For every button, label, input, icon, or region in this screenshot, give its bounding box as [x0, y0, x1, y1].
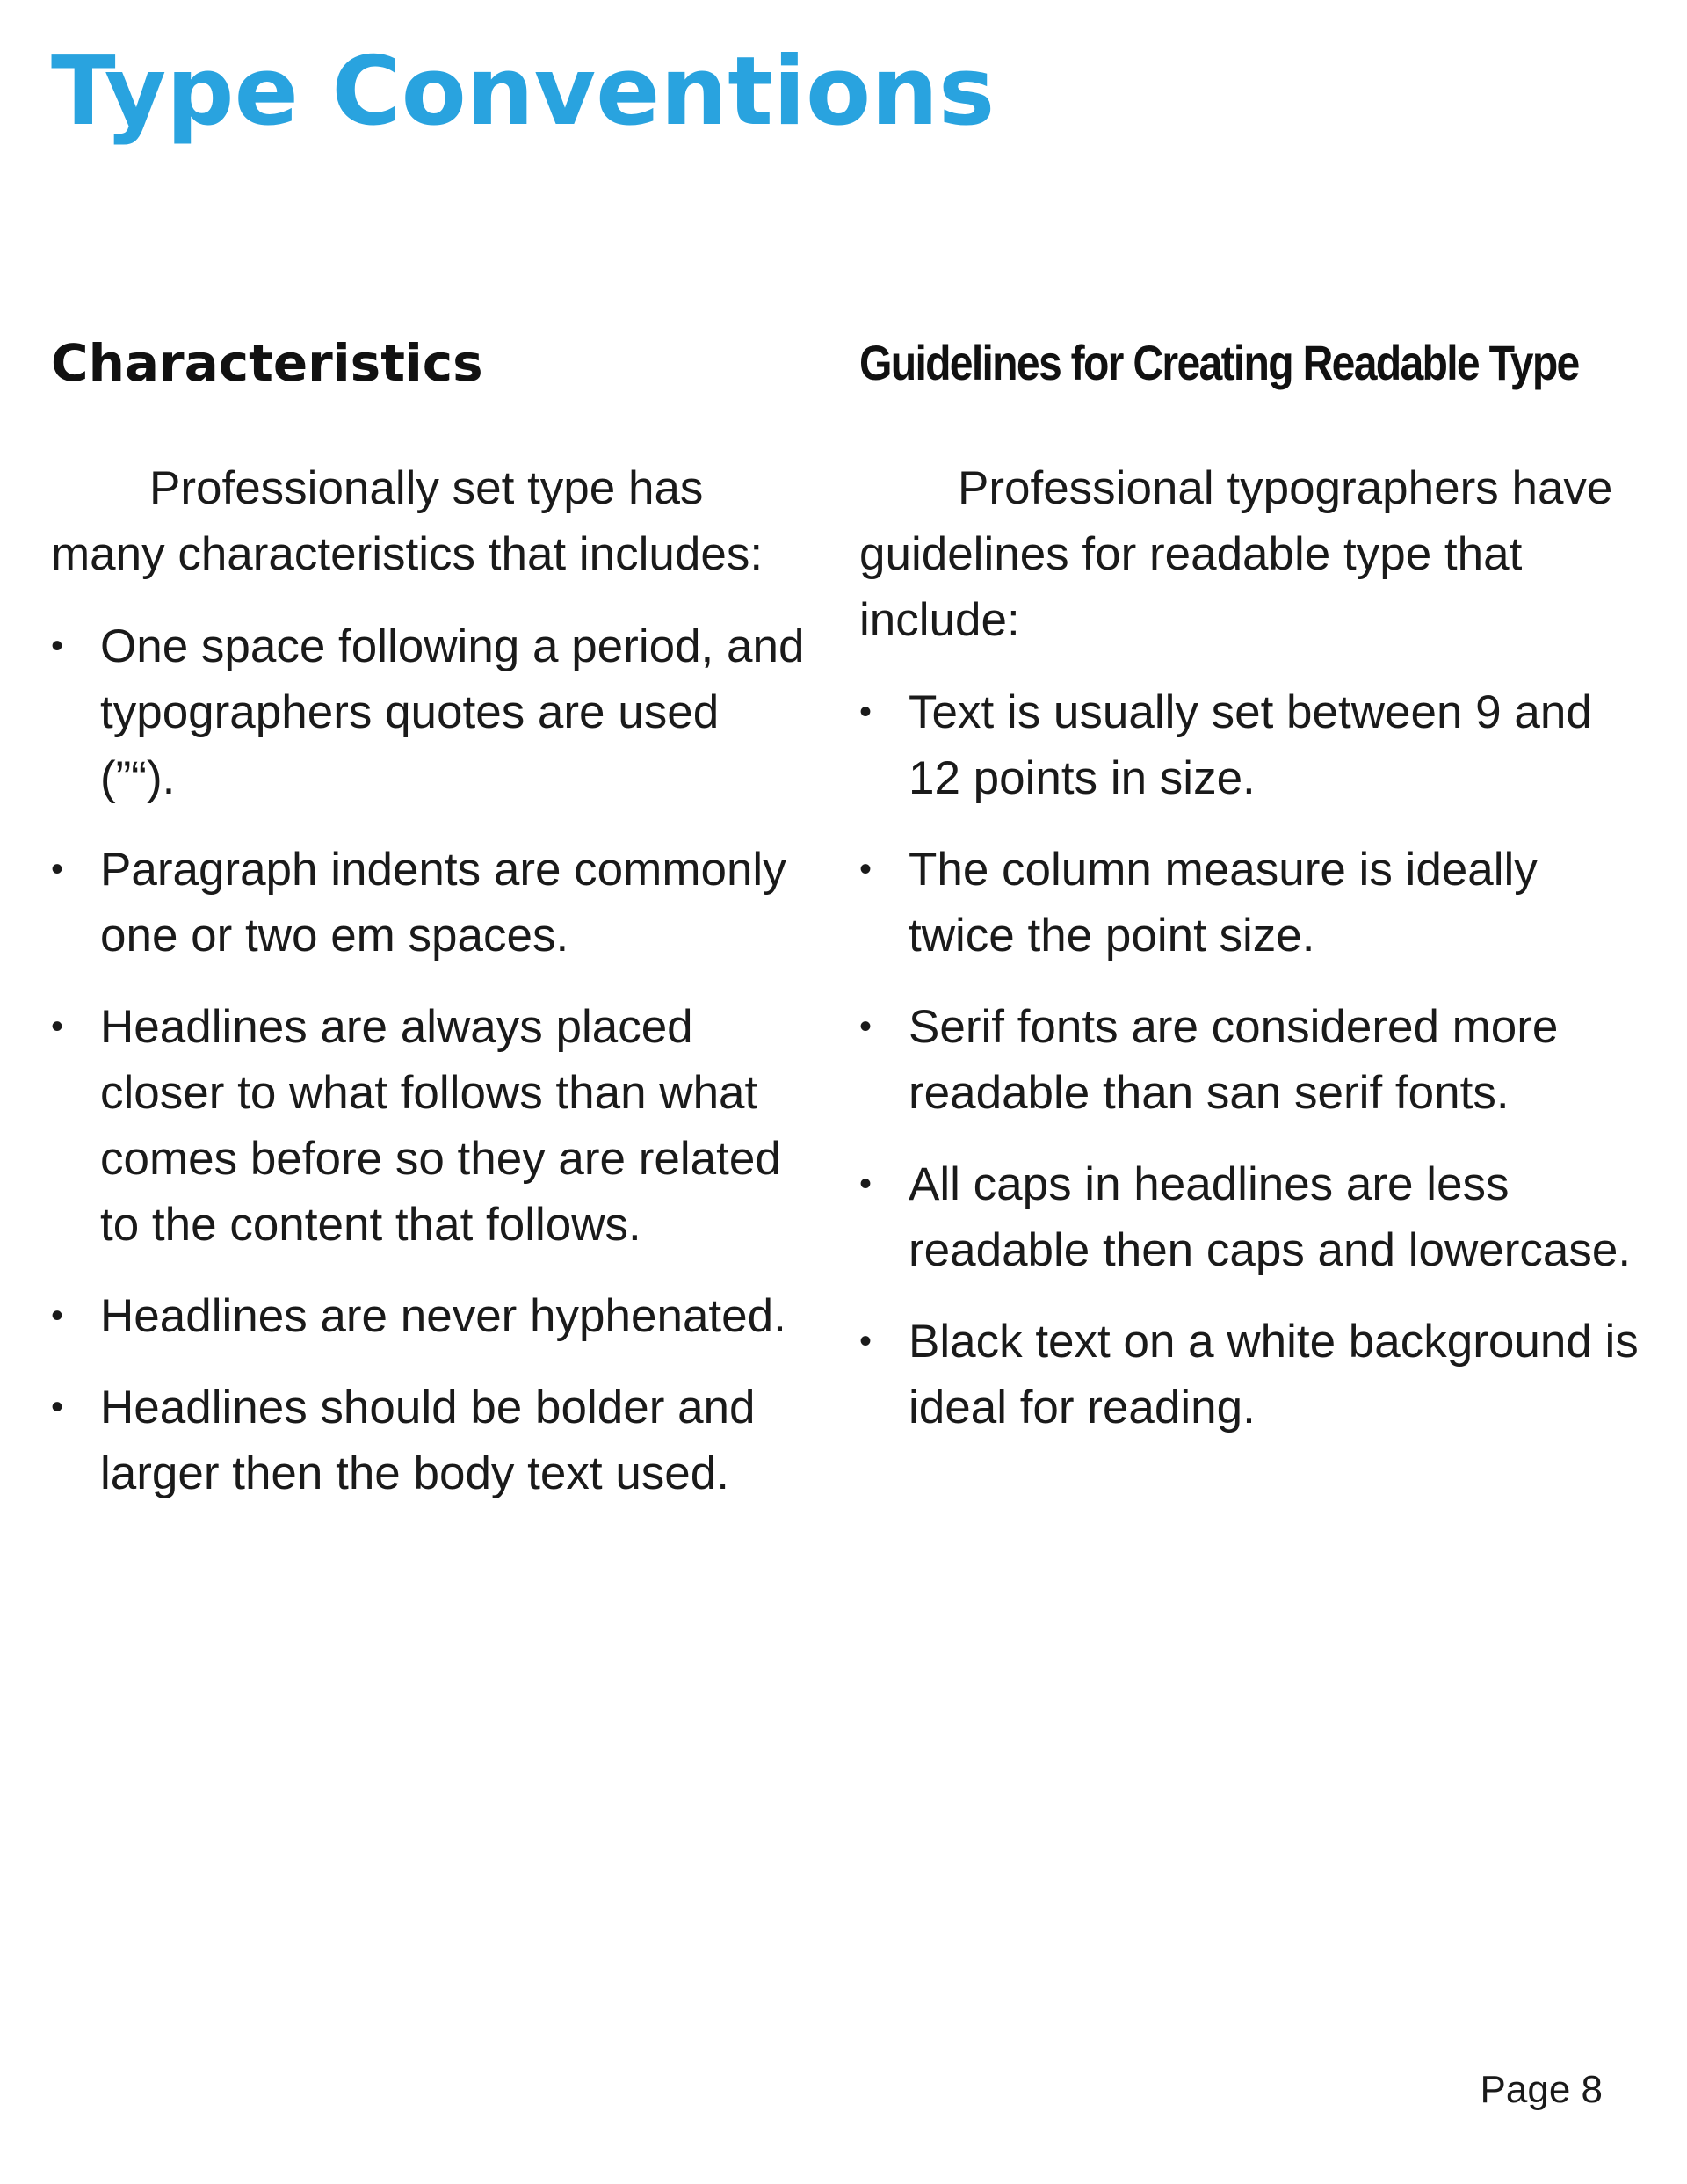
list-item — [51, 994, 807, 1258]
list-item-text: Paragraph indents are commonly one or two em spaces. — [100, 844, 786, 961]
list-item-text: Black text on a white background is ideal for reading. — [909, 1316, 1639, 1433]
list-item — [859, 994, 1650, 1126]
bullet-icon: • — [51, 627, 64, 665]
bullet-icon: • — [859, 1165, 872, 1203]
characteristics-heading: Characteristics — [51, 333, 483, 393]
bullet-icon: • — [51, 1007, 64, 1046]
list-item-text: Text is usually set between 9 and 12 points in size. — [909, 686, 1592, 804]
list-item-text: All caps in headlines are less readable then caps and lowercase. — [909, 1158, 1632, 1276]
list-item — [859, 837, 1650, 969]
list-item — [859, 1151, 1650, 1283]
characteristics-intro: Professionally set type has many characteristics that includes: — [51, 462, 764, 580]
bullet-icon: • — [859, 850, 872, 889]
characteristics-column — [51, 323, 807, 1532]
page-number: Page 8 — [1480, 2068, 1603, 2111]
list-item — [51, 1283, 807, 1349]
list-item-text: One space following a period, and typographers quotes are used (”“). — [100, 620, 805, 804]
bullet-icon: • — [51, 1296, 64, 1335]
list-item-text: Headlines are never hyphenated. — [100, 1290, 786, 1342]
guidelines-column — [859, 323, 1650, 1466]
list-item — [51, 613, 807, 811]
page-title: Type Conventions — [51, 37, 996, 147]
list-item — [51, 837, 807, 969]
bullet-icon: • — [51, 1388, 64, 1426]
guidelines-heading: Guidelines for Creating Readable Type — [859, 335, 1579, 390]
list-item-text: Headlines are always placed closer to what follows than what comes before so they are related to the content that follows. — [100, 1001, 781, 1251]
bullet-icon: • — [859, 693, 872, 731]
list-item-text: Serif fonts are considered more readable than san serif fonts. — [909, 1001, 1559, 1119]
list-item — [859, 679, 1650, 811]
list-item-text: The column measure is ideally twice the point size. — [909, 844, 1538, 961]
guidelines-intro: Professional typographers have guidelines for readable type that include: — [859, 462, 1613, 646]
guidelines-list — [859, 679, 1650, 1440]
list-item — [51, 1375, 807, 1506]
characteristics-list — [51, 613, 807, 1506]
bullet-icon: • — [859, 1322, 872, 1360]
list-item — [859, 1309, 1650, 1440]
list-item-text: Headlines should be bolder and larger then the body text used. — [100, 1382, 756, 1499]
bullet-icon: • — [859, 1007, 872, 1046]
bullet-icon: • — [51, 850, 64, 889]
